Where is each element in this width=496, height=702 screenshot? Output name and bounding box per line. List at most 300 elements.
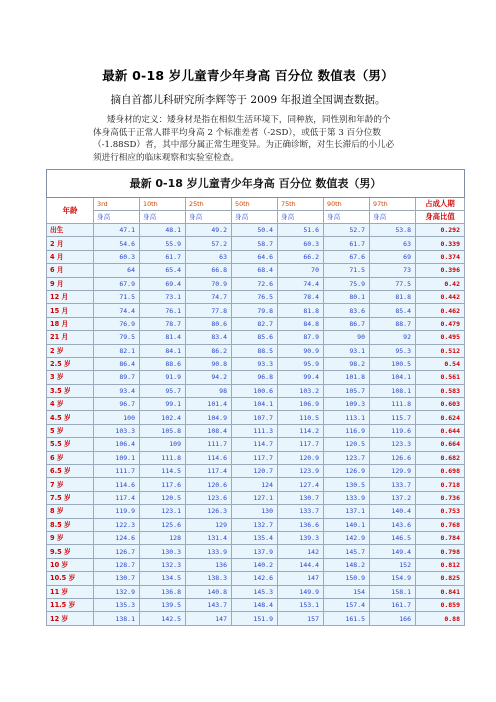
age-cell: 12 岁 (47, 612, 94, 625)
height-value-cell: 86.7 (324, 317, 370, 330)
height-value-cell: 142 (278, 545, 324, 558)
ratio-cell: 0.798 (416, 545, 465, 558)
ratio-cell: 0.292 (416, 224, 465, 237)
age-cell: 2.5 岁 (47, 357, 94, 370)
height-value-cell: 140.8 (186, 585, 232, 598)
height-value-cell: 79.5 (94, 331, 140, 344)
definition-line-3: （-1.88SD）者，其中部分属正常生理变异。为正确诊断，对生长滞后的小儿必 (93, 140, 395, 150)
height-value-cell: 129.9 (370, 465, 416, 478)
age-cell: 10.5 岁 (47, 572, 94, 585)
table-row (47, 612, 465, 625)
unit-label: 身高 (186, 211, 232, 224)
height-value-cell: 54.6 (94, 237, 140, 250)
table-row (47, 491, 465, 504)
height-value-cell: 100.5 (370, 357, 416, 370)
height-value-cell: 69.4 (140, 277, 186, 290)
table-row (47, 237, 465, 250)
ratio-cell: 0.859 (416, 598, 465, 611)
height-value-cell: 108.1 (370, 384, 416, 397)
unit-label: 身高 (140, 211, 186, 224)
height-value-cell: 96.8 (232, 371, 278, 384)
height-value-cell: 124.6 (94, 531, 140, 544)
height-value-cell: 136 (186, 558, 232, 571)
height-value-cell: 68.4 (232, 264, 278, 277)
table-row (47, 277, 465, 290)
height-value-cell: 117.4 (94, 491, 140, 504)
height-value-cell: 117.7 (278, 438, 324, 451)
height-value-cell: 84.8 (278, 317, 324, 330)
height-value-cell: 138.1 (94, 612, 140, 625)
height-value-cell: 148.4 (232, 598, 278, 611)
age-cell: 11.5 岁 (47, 598, 94, 611)
height-value-cell: 132.9 (94, 585, 140, 598)
height-value-cell: 127.1 (232, 491, 278, 504)
height-value-cell: 94.2 (186, 371, 232, 384)
age-cell: 9 岁 (47, 531, 94, 544)
height-value-cell: 157 (278, 612, 324, 625)
table-row (47, 505, 465, 518)
ratio-cell: 0.339 (416, 237, 465, 250)
height-value-cell: 114.6 (94, 478, 140, 491)
height-value-cell: 126.6 (370, 451, 416, 464)
height-value-cell: 130.7 (278, 491, 324, 504)
height-value-cell: 111.7 (94, 465, 140, 478)
source-note: 摘自首都儿科研究所李辉等于 2009 年报道全国调查数据。 (110, 94, 386, 106)
unit-label: 身高 (278, 211, 324, 224)
height-value-cell: 136.6 (278, 518, 324, 531)
height-value-cell: 126.9 (324, 465, 370, 478)
height-value-cell: 85.6 (232, 331, 278, 344)
age-cell: 4 岁 (47, 398, 94, 411)
ratio-cell: 0.495 (416, 331, 465, 344)
height-value-cell: 90.9 (278, 344, 324, 357)
table-row (47, 572, 465, 585)
table-row (47, 465, 465, 478)
height-value-cell: 50.4 (232, 224, 278, 237)
table-row (47, 424, 465, 437)
height-value-cell: 88.6 (140, 357, 186, 370)
ratio-cell: 0.825 (416, 572, 465, 585)
table-row (47, 531, 465, 544)
height-value-cell: 53.8 (370, 224, 416, 237)
height-value-cell: 108.4 (186, 424, 232, 437)
height-value-cell: 143.6 (370, 518, 416, 531)
height-value-cell: 96.7 (94, 398, 140, 411)
height-value-cell: 149.4 (370, 545, 416, 558)
table-row (47, 451, 465, 464)
height-value-cell: 114.2 (278, 424, 324, 437)
height-value-cell: 104.9 (186, 411, 232, 424)
ratio-header-line-1: 占成人期 (416, 198, 465, 211)
height-value-cell: 123.1 (140, 505, 186, 518)
height-value-cell: 120.5 (324, 438, 370, 451)
height-value-cell: 104.1 (370, 371, 416, 384)
age-cell: 8.5 岁 (47, 518, 94, 531)
height-value-cell: 145.7 (324, 545, 370, 558)
height-value-cell: 73.1 (140, 290, 186, 303)
height-value-cell: 64.6 (232, 250, 278, 263)
height-value-cell: 95.3 (370, 344, 416, 357)
table-row (47, 398, 465, 411)
height-value-cell: 71.5 (94, 290, 140, 303)
height-value-cell: 109 (140, 438, 186, 451)
ratio-cell: 0.462 (416, 304, 465, 317)
height-value-cell: 146.5 (370, 531, 416, 544)
height-value-cell: 74.4 (94, 304, 140, 317)
height-value-cell: 133.7 (370, 478, 416, 491)
height-value-cell: 130.7 (94, 572, 140, 585)
height-percentile-table (46, 169, 464, 626)
age-column-header: 年龄 (47, 198, 94, 224)
height-value-cell: 137.2 (370, 491, 416, 504)
age-cell: 2 岁 (47, 344, 94, 357)
height-value-cell: 49.2 (186, 224, 232, 237)
height-value-cell: 78.7 (140, 317, 186, 330)
height-value-cell: 126.7 (94, 545, 140, 558)
ratio-cell: 0.561 (416, 371, 465, 384)
height-value-cell: 119.9 (94, 505, 140, 518)
height-value-cell: 143.7 (186, 598, 232, 611)
definition-line-2: 体身高低于正常人群平均身高 2 个标准差者（-2SD），或低于第 3 百分位数 (93, 127, 381, 138)
height-value-cell: 137.1 (324, 505, 370, 518)
height-value-cell: 117.4 (186, 465, 232, 478)
height-value-cell: 133.9 (324, 491, 370, 504)
height-value-cell: 105.8 (140, 424, 186, 437)
short-stature-definition (93, 114, 414, 164)
height-value-cell: 152 (370, 558, 416, 571)
height-value-cell: 83.6 (324, 304, 370, 317)
height-value-cell: 119.6 (370, 424, 416, 437)
height-value-cell: 144.4 (278, 558, 324, 571)
age-cell: 9 月 (47, 277, 94, 290)
height-value-cell: 129 (186, 518, 232, 531)
height-value-cell: 70 (278, 264, 324, 277)
height-value-cell: 72.6 (232, 277, 278, 290)
height-value-cell: 51.6 (278, 224, 324, 237)
age-cell: 2 月 (47, 237, 94, 250)
height-value-cell: 67.9 (94, 277, 140, 290)
ratio-cell: 0.718 (416, 478, 465, 491)
table-row (47, 545, 465, 558)
table-row (47, 304, 465, 317)
table-row (47, 598, 465, 611)
age-cell: 10 岁 (47, 558, 94, 571)
height-value-cell: 85.4 (370, 304, 416, 317)
ratio-cell: 0.442 (416, 290, 465, 303)
table-row (47, 344, 465, 357)
height-value-cell: 74.4 (278, 277, 324, 290)
age-cell: 3 岁 (47, 371, 94, 384)
height-value-cell: 69 (370, 250, 416, 263)
height-value-cell: 88.5 (232, 344, 278, 357)
height-value-cell: 71.5 (324, 264, 370, 277)
height-value-cell: 135.4 (232, 531, 278, 544)
height-value-cell: 111.7 (186, 438, 232, 451)
height-value-cell: 166 (370, 612, 416, 625)
height-value-cell: 61.7 (324, 237, 370, 250)
height-value-cell: 93.1 (324, 344, 370, 357)
height-value-cell: 80.6 (186, 317, 232, 330)
ratio-cell: 0.784 (416, 531, 465, 544)
height-value-cell: 76.1 (140, 304, 186, 317)
height-value-cell: 113.1 (324, 411, 370, 424)
height-value-cell: 132.7 (232, 518, 278, 531)
height-value-cell: 84.1 (140, 344, 186, 357)
ratio-cell: 0.479 (416, 317, 465, 330)
age-cell: 7.5 岁 (47, 491, 94, 504)
height-value-cell: 60.3 (94, 250, 140, 263)
height-value-cell: 93.4 (94, 384, 140, 397)
height-value-cell: 150.9 (324, 572, 370, 585)
height-value-cell: 124 (232, 478, 278, 491)
height-value-cell: 107.7 (232, 411, 278, 424)
height-value-cell: 66.8 (186, 264, 232, 277)
ratio-cell: 0.682 (416, 451, 465, 464)
height-value-cell: 66.2 (278, 250, 324, 263)
height-value-cell: 139.5 (140, 598, 186, 611)
table-row (47, 585, 465, 598)
height-value-cell: 90.8 (186, 357, 232, 370)
height-value-cell: 95.9 (278, 357, 324, 370)
height-value-cell: 134.5 (140, 572, 186, 585)
height-value-cell: 91.9 (140, 371, 186, 384)
height-value-cell: 122.3 (94, 518, 140, 531)
age-cell: 4 月 (47, 250, 94, 263)
ratio-cell: 0.812 (416, 558, 465, 571)
ratio-cell: 0.88 (416, 612, 465, 625)
table-row (47, 331, 465, 344)
age-cell: 15 月 (47, 304, 94, 317)
height-value-cell: 58.7 (232, 237, 278, 250)
height-value-cell: 78.4 (278, 290, 324, 303)
height-value-cell: 111.8 (370, 398, 416, 411)
table-row (47, 317, 465, 330)
height-value-cell: 103.2 (278, 384, 324, 397)
height-value-cell: 120.7 (232, 465, 278, 478)
unit-label: 身高 (324, 211, 370, 224)
height-value-cell: 99.4 (278, 371, 324, 384)
height-value-cell: 151.9 (232, 612, 278, 625)
table-row (47, 384, 465, 397)
height-value-cell: 81.4 (140, 331, 186, 344)
age-cell: 6 岁 (47, 451, 94, 464)
percentile-header-25th: 25th (186, 198, 232, 211)
ratio-cell: 0.753 (416, 505, 465, 518)
height-value-cell: 116.9 (324, 424, 370, 437)
age-cell: 6 月 (47, 264, 94, 277)
height-value-cell: 123.6 (186, 491, 232, 504)
definition-line-4: 须进行相应的临床观察和实验室检查。 (93, 152, 240, 163)
height-value-cell: 140.4 (370, 505, 416, 518)
height-value-cell: 70.9 (186, 277, 232, 290)
ratio-cell: 0.768 (416, 518, 465, 531)
height-value-cell: 76.9 (94, 317, 140, 330)
height-value-cell: 130.3 (140, 545, 186, 558)
height-value-cell: 106.9 (278, 398, 324, 411)
height-value-cell: 75.9 (324, 277, 370, 290)
age-cell: 出生 (47, 224, 94, 237)
ratio-cell: 0.698 (416, 465, 465, 478)
height-value-cell: 73 (370, 264, 416, 277)
height-value-cell: 131.4 (186, 531, 232, 544)
height-value-cell: 80.1 (324, 290, 370, 303)
height-value-cell: 135.3 (94, 598, 140, 611)
age-cell: 6.5 岁 (47, 465, 94, 478)
height-value-cell: 48.1 (140, 224, 186, 237)
ratio-header-line-2: 身高比值 (416, 211, 465, 224)
height-value-cell: 138.3 (186, 572, 232, 585)
height-value-cell: 65.4 (140, 264, 186, 277)
height-value-cell: 133.7 (278, 505, 324, 518)
height-value-cell: 102.4 (140, 411, 186, 424)
height-value-cell: 76.5 (232, 290, 278, 303)
height-value-cell: 74.7 (186, 290, 232, 303)
height-value-cell: 114.6 (186, 451, 232, 464)
height-value-cell: 77.8 (186, 304, 232, 317)
height-value-cell: 103.3 (94, 424, 140, 437)
height-value-cell: 60.3 (278, 237, 324, 250)
height-value-cell: 126.3 (186, 505, 232, 518)
height-value-cell: 142.9 (324, 531, 370, 544)
height-value-cell: 81.8 (278, 304, 324, 317)
ratio-cell: 0.54 (416, 357, 465, 370)
age-cell: 5 岁 (47, 424, 94, 437)
height-value-cell: 55.9 (140, 237, 186, 250)
height-value-cell: 61.7 (140, 250, 186, 263)
height-value-cell: 92 (370, 331, 416, 344)
height-value-cell: 106.4 (94, 438, 140, 451)
table-row (47, 224, 465, 237)
height-value-cell: 98 (186, 384, 232, 397)
height-value-cell: 63 (186, 250, 232, 263)
unit-label: 身高 (94, 211, 140, 224)
ratio-cell: 0.583 (416, 384, 465, 397)
height-value-cell: 148.2 (324, 558, 370, 571)
height-value-cell: 86.4 (94, 357, 140, 370)
height-value-cell: 52.7 (324, 224, 370, 237)
age-cell: 5.5 岁 (47, 438, 94, 451)
height-value-cell: 57.2 (186, 237, 232, 250)
height-value-cell: 161.7 (370, 598, 416, 611)
table-row (47, 250, 465, 263)
height-value-cell: 87.9 (278, 331, 324, 344)
table-row (47, 264, 465, 277)
height-value-cell: 110.5 (278, 411, 324, 424)
height-value-cell: 77.5 (370, 277, 416, 290)
age-cell: 12 月 (47, 290, 94, 303)
age-cell: 18 月 (47, 317, 94, 330)
height-value-cell: 105.7 (324, 384, 370, 397)
height-value-cell: 142.5 (140, 612, 186, 625)
table-row (47, 357, 465, 370)
ratio-cell: 0.396 (416, 264, 465, 277)
ratio-cell: 0.624 (416, 411, 465, 424)
height-value-cell: 154.9 (370, 572, 416, 585)
height-value-cell: 101.8 (324, 371, 370, 384)
table-row (47, 518, 465, 531)
height-value-cell: 125.6 (140, 518, 186, 531)
height-value-cell: 93.3 (232, 357, 278, 370)
height-value-cell: 154 (324, 585, 370, 598)
height-value-cell: 82.7 (232, 317, 278, 330)
height-value-cell: 86.2 (186, 344, 232, 357)
document-title: 最新 0-18 岁儿童青少年身高 百分位 数值表（男） (102, 68, 394, 83)
height-value-cell: 117.6 (140, 478, 186, 491)
unit-label: 身高 (232, 211, 278, 224)
height-value-cell: 128.7 (94, 558, 140, 571)
age-cell: 11 岁 (47, 585, 94, 598)
table-row (47, 290, 465, 303)
height-value-cell: 128 (140, 531, 186, 544)
ratio-cell: 0.644 (416, 424, 465, 437)
height-value-cell: 114.7 (232, 438, 278, 451)
height-value-cell: 132.3 (140, 558, 186, 571)
height-value-cell: 89.7 (94, 371, 140, 384)
height-value-cell: 109.1 (94, 451, 140, 464)
unit-label: 身高 (370, 211, 416, 224)
height-value-cell: 149.9 (278, 585, 324, 598)
height-value-cell: 147 (278, 572, 324, 585)
table-row (47, 558, 465, 571)
table-row (47, 478, 465, 491)
height-value-cell: 79.8 (232, 304, 278, 317)
table-title: 最新 0-18 岁儿童青少年身高 百分位 数值表（男） (47, 170, 465, 198)
height-value-cell: 140.2 (232, 558, 278, 571)
height-value-cell: 90 (324, 331, 370, 344)
height-value-cell: 158.1 (370, 585, 416, 598)
height-value-cell: 127.4 (278, 478, 324, 491)
age-cell: 9.5 岁 (47, 545, 94, 558)
age-cell: 3.5 岁 (47, 384, 94, 397)
height-value-cell: 117.7 (232, 451, 278, 464)
height-value-cell: 120.9 (278, 451, 324, 464)
height-value-cell: 109.3 (324, 398, 370, 411)
height-value-cell: 114.5 (140, 465, 186, 478)
age-cell: 8 岁 (47, 505, 94, 518)
height-value-cell: 82.1 (94, 344, 140, 357)
height-value-cell: 123.9 (278, 465, 324, 478)
ratio-cell: 0.42 (416, 277, 465, 290)
height-value-cell: 147 (186, 612, 232, 625)
percentile-header-75th: 75th (278, 198, 324, 211)
height-value-cell: 47.1 (94, 224, 140, 237)
height-value-cell: 83.4 (186, 331, 232, 344)
height-value-cell: 133.9 (186, 545, 232, 558)
age-cell: 21 月 (47, 331, 94, 344)
height-value-cell: 88.7 (370, 317, 416, 330)
height-value-cell: 100 (94, 411, 140, 424)
ratio-cell: 0.603 (416, 398, 465, 411)
height-value-cell: 63 (370, 237, 416, 250)
percentile-header-97th: 97th (370, 198, 416, 211)
ratio-cell: 0.664 (416, 438, 465, 451)
percentile-header-3rd: 3rd (94, 198, 140, 211)
height-value-cell: 95.7 (140, 384, 186, 397)
age-cell: 4.5 岁 (47, 411, 94, 424)
definition-line-1: 矮身材的定义：矮身材是指在相似生活环境下，同种族，同性别和年龄的个 (107, 115, 391, 125)
height-value-cell: 123.7 (324, 451, 370, 464)
height-value-cell: 142.6 (232, 572, 278, 585)
percentile-header-90th: 90th (324, 198, 370, 211)
height-value-cell: 161.5 (324, 612, 370, 625)
height-value-cell: 153.1 (278, 598, 324, 611)
height-value-cell: 137.9 (232, 545, 278, 558)
height-value-cell: 120.6 (186, 478, 232, 491)
height-value-cell: 123.3 (370, 438, 416, 451)
height-value-cell: 111.3 (232, 424, 278, 437)
percentile-header-10th: 10th (140, 198, 186, 211)
height-value-cell: 104.1 (232, 398, 278, 411)
